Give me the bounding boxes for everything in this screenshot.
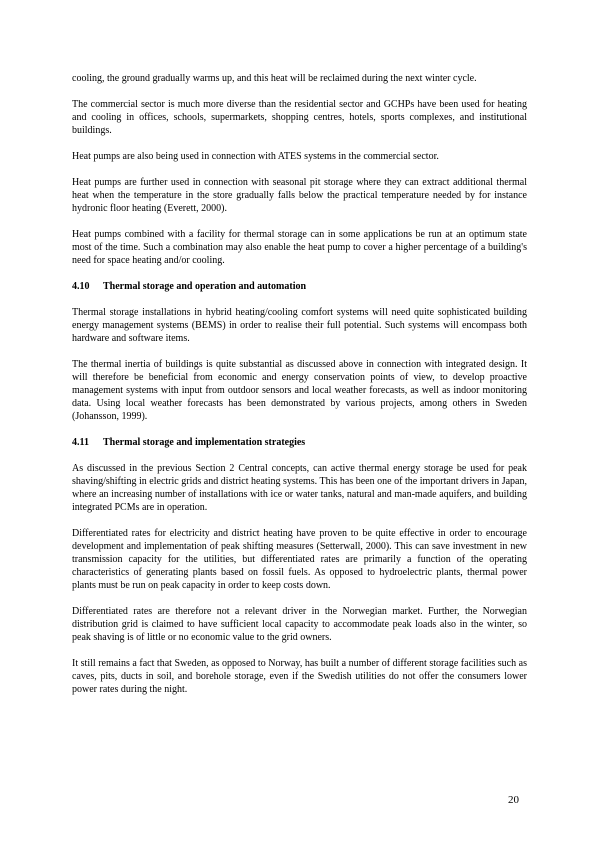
paragraph: As discussed in the previous Section 2 Central concepts, can active thermal energy storage be used for peak shaving/shifting in electric grids and district heating systems. This has been one of the important drivers in Japan, where an increasing number of installations with ice or water tanks, natural and man-made aquifers, and building integrated PCMs are in operation.: [72, 463, 527, 513]
section-title: Thermal storage and implementation strategies: [103, 437, 306, 448]
paragraph: Thermal storage installations in hybrid heating/cooling comfort systems will need quite sophisticated building energy management systems (BEMS) in order to realise their full potential. Such systems will encompass both hardware and software items.: [72, 307, 527, 344]
paragraph: It still remains a fact that Sweden, as opposed to Norway, has built a number of different storage facilities such as caves, pits, ducts in soil, and borehole storage, even if the Swedish utilities do not offer the consumers lower power rates during the night.: [72, 658, 527, 695]
section-number: 4.11: [72, 437, 89, 448]
section-number: 4.10: [72, 281, 90, 292]
section-heading: [72, 436, 527, 449]
paragraph: Differentiated rates for electricity and district heating have proven to be quite effective in order to encourage development and implementation of peak shifting measures (Setterwall, 2000). This can save investment in new transmission capacity for the utilities, but differentiated rates are primarily a function of the operating characteristics of generating plants based on fossil fuels. As opposed to hydroelectric plants, thermal power plants must be run on peak capacity in order to keep costs down.: [72, 528, 527, 591]
section-heading: [72, 280, 527, 293]
paragraph: The thermal inertia of buildings is quite substantial as discussed above in connection with integrated design. It will therefore be beneficial from economic and energy conservation points of view, to develop proactive management systems with input from outdoor sensors and local weather forecasts, as well as indoor monitoring data. Using local weather forecasts has been demonstrated by various projects, among others in Sweden (Johansson, 1999).: [72, 359, 527, 422]
page-body: [72, 72, 527, 709]
paragraph: Heat pumps are further used in connection with seasonal pit storage where they can extract additional thermal heat when the temperature in the store gradually falls below the practical temperature needed by for instance hydronic floor heating (Everett, 2000).: [72, 177, 527, 214]
paragraph: Differentiated rates are therefore not a relevant driver in the Norwegian market. Further, the Norwegian distribution grid is claimed to have sufficient local capacity to accommodate peak loads also in the winter, so peak shaving is of little or no economic value to the grid owners.: [72, 606, 527, 643]
paragraph: cooling, the ground gradually warms up, and this heat will be reclaimed during the next winter cycle.: [72, 73, 477, 84]
page-number: 20: [508, 794, 519, 806]
paragraph: The commercial sector is much more diverse than the residential sector and GCHPs have been used for heating and cooling in offices, schools, supermarkets, shopping centres, hotels, sports complexes, and institutional buildings.: [72, 99, 527, 136]
paragraph: Heat pumps combined with a facility for thermal storage can in some applications be run at an optimum state most of the time. Such a combination may also enable the heat pump to cover a higher percentage of a building's need for space heating and/or cooling.: [72, 229, 527, 266]
section-title: Thermal storage and operation and automation: [103, 281, 307, 292]
paragraph: Heat pumps are also being used in connection with ATES systems in the commercial sector.: [72, 151, 439, 162]
